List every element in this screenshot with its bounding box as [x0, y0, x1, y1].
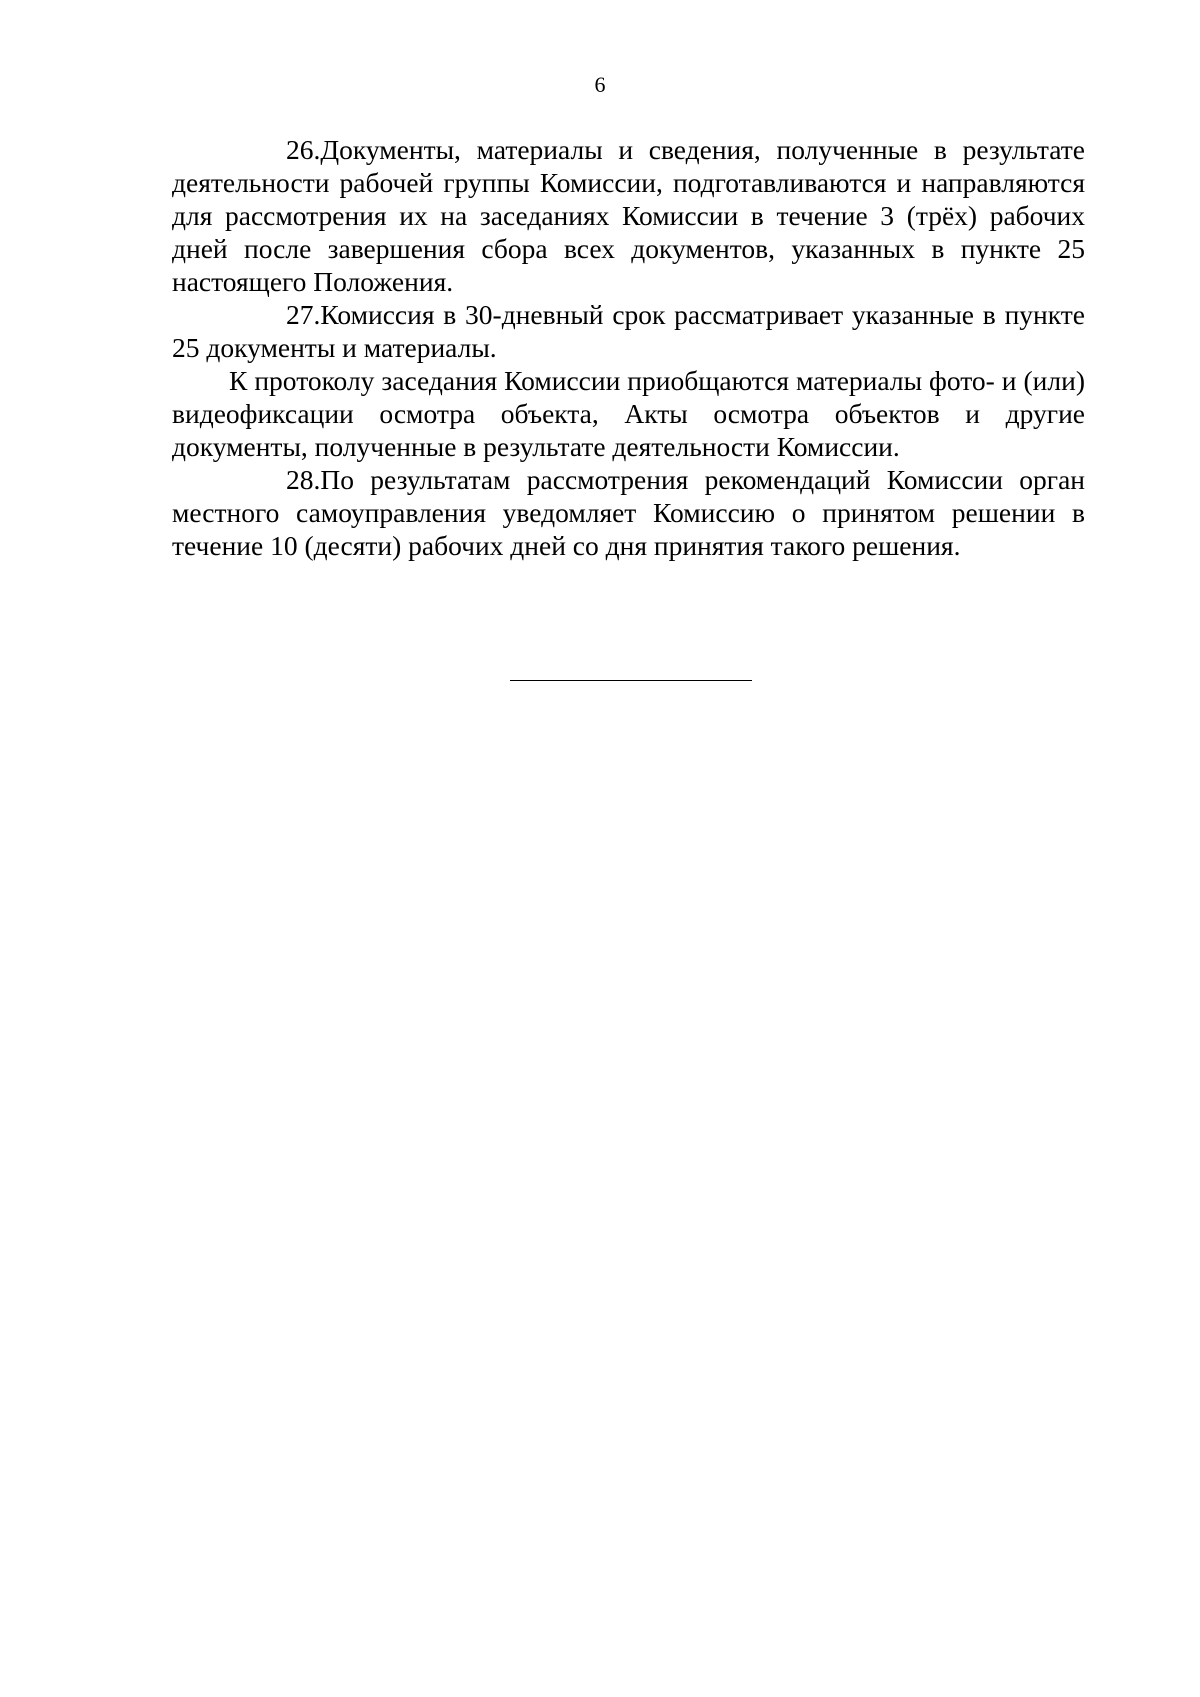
paragraph-text: Комиссия в 30-дневный срок рассматривает указанные в пункте 25 документы и материалы. [172, 299, 1085, 363]
paragraph-number: 27. [286, 299, 321, 330]
paragraph-number: 26. [286, 134, 321, 165]
paragraph-28 [172, 463, 1085, 562]
paragraph-26 [172, 133, 1085, 298]
paragraph-number: 28. [286, 464, 321, 495]
paragraph-27-continuation [172, 364, 1085, 463]
end-separator-line [510, 680, 752, 681]
paragraph-text: По результатам рассмотрения рекомендаций Комиссии орган местного самоуправления уведомляет Комиссию о принятом решении в течение 10 (десяти) рабочих дней со дня принятия такого решения. [172, 464, 1085, 561]
page-number: 6 [594, 72, 606, 97]
document-body [172, 133, 1085, 562]
paragraph-text: К протоколу заседания Комиссии приобщаются материалы фото- и (или) видеофиксации осмотра объекта, Акты осмотра объектов и другие документы, полученные в результате деятельности Комиссии. [172, 365, 1085, 462]
paragraph-27 [172, 298, 1085, 364]
paragraph-text: Документы, материалы и сведения, полученные в результате деятельности рабочей группы Комиссии, подготавливаются и направляются для рассмотрения их на заседаниях Комиссии в течение 3 (трёх) рабочих дней после завершения сбора всех документов, указанных в пункте 25 настоящего Положения. [172, 134, 1085, 297]
